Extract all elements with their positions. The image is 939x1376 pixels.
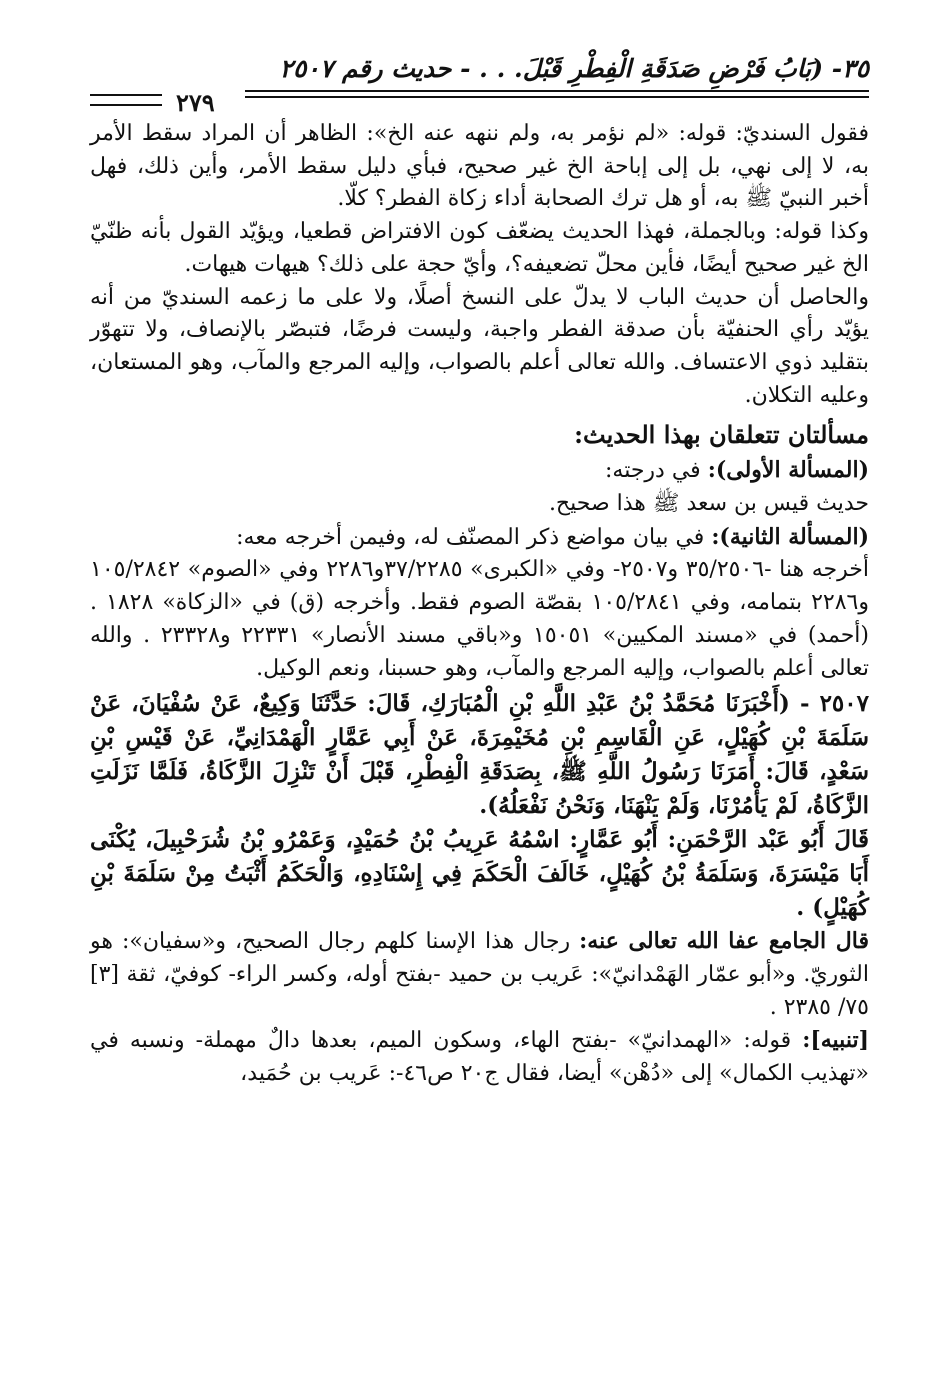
abu-abd-rahman-note: قَالَ أَبُو عَبْد الرَّحْمَنِ: أَبُو عَمَّارٍ: اسْمُهُ عَرِيبُ بْنُ حُمَيْدٍ، وَعَمْرُو بْنُ شُرَحْبِيلَ، يُكْنَى أَبَا مَيْسَرَةَ، وَسَلَمَةُ بْنُ كُهَيْلٍ، خَالَفَ الْحَكَمَ فِي إِسْنَادِهِ، وَالْحَكَمُ أَثْبَتُ مِنْ سَلَمَةَ بْنِ كُهَيْلٍ) . xyxy=(90,826,869,922)
page-body xyxy=(90,118,869,1336)
issue-one xyxy=(90,454,869,488)
tanbih-label: [تنبيه]: xyxy=(802,1027,869,1054)
tanbih-text: قوله: «الهمدانيّ» -بفتح الهاء، وسكون الميم، بعدها دالٌ مهملة- ونسبه في «تهذيب الكمال» إلى «دُهْن» أيضا، فقال ج٢٠ ص٤٦-: عَريب بن حُمَيد، xyxy=(90,1028,869,1087)
paragraph-sindi: فقول السنديّ: قوله: «لم نؤمر به، ولم ننهه عنه الخ»: الظاهر أن المراد سقط الأمر به، لا إلى نهي، بل إلى إباحة الخ غير صحيح، فبأي دليل سقط الأمر، وأين ذلك، فهل أخبر النبيّ ﷺ به، أو هل ترك الصحابة أداء زكاة الفطر؟ كلّا. xyxy=(90,121,869,212)
jami-comment xyxy=(90,925,869,1024)
issue-two-label: (المسألة الثانية): xyxy=(711,523,869,550)
jami-label: قال الجامع عفا الله تعالى عنه: xyxy=(579,928,869,955)
issue-two-text: في بيان مواضع ذكر المصنّف له، وفيمن أخرجه معه: xyxy=(236,524,712,550)
issue-two xyxy=(90,521,869,555)
chapter-title: ٣٥- (بَابُ فَرْضِ صَدَقَةِ الْفِطْرِ قَبْلَ. . . - حديث رقم ٢٥٠٧ xyxy=(279,54,869,83)
header-rule xyxy=(245,90,869,98)
tanbih-note xyxy=(90,1024,869,1090)
paragraph-likewise: وكذا قوله: وبالجملة، فهذا الحديث يضعّف كون الافتراض قطعيا، ويؤيّد القول بأنه ظنّيّ الخ غير صحيح أيضًا، فأين محلّ تضعيفه؟، وأيّ حجة على ذلك؟ هيهات هيهات. xyxy=(90,219,869,277)
page-number-rule xyxy=(90,94,162,106)
issue-two-body: أخرجه هنا -٣٥/٢٥٠٦ و٢٥٠٧- وفي «الكبرى» ٣٧/٢٢٨٥و٢٢٨٦ وفي «الصوم» ١٠٥/٢٨٤٢ و٢٢٨٦ بتمامه، وفي ١٠٥/٢٨٤١ بقصّة الصوم فقط. وأخرجه (ق) في «الزكاة» ١٨٢٨ . (أحمد) في «مسند المكيين» ١٥٠٥١ و«باقي مسند الأنصار» ٢٢٣٣١ و٢٣٣٢٨ . والله تعالى أعلم بالصواب، وإليه المرجع والمآب، وهو حسبنا، ونعم الوكيل. xyxy=(90,557,870,681)
issue-one-text: في درجته: xyxy=(604,458,708,484)
hadith-text: ٢٥٠٧ - (أَخْبَرَنَا مُحَمَّدُ بْنُ عَبْدِ اللَّهِ بْنِ الْمُبَارَكِ، قَالَ: حَدَّثَنَا وَكِيعٌ، عَنْ سُفْيَانَ، عَنْ سَلَمَةَ بْنِ كُهَيْلٍ، عَنِ الْقَاسِمِ بْنِ مُخَيْمِرَةَ، عَنْ أَبِي عَمَّارٍ الْهَمْدَانِيِّ، عَنْ قَيْسِ بْنِ سَعْدٍ، قَالَ: أَمَرَنَا رَسُولُ اللَّهِ ﷺ، بِصَدَقَةِ الْفِطْرِ، قَبْلَ أَنْ تَنْزِلَ الزَّكَاةُ، فَلَمَّا نَزَلَتِ الزَّكَاةُ، لَمْ يَأْمُرْنَا، وَلَمْ يَنْهَنَا، وَنَحْنُ نَفْعَلُهُ). xyxy=(90,690,869,820)
issue-one-label: (المسألة الأولى): xyxy=(707,457,869,484)
issue-one-body: حديث قيس بن سعد ﷺ هذا صحيح. xyxy=(548,491,869,517)
jami-text: رجال هذا الإسنا كلهم رجال الصحيح، و«سفيان»: هو الثوريّ. و«أبو عمّار الهَمْدانيّ»: عَريب بن حميد -بفتح أوله، وكسر الراء- كوفيّ، ثقة [٣] ٧٥/ ٢٣٨٥ . xyxy=(90,929,869,1020)
section-heading: مسألتان تتعلقان بهذا الحديث: xyxy=(574,420,869,450)
page-header xyxy=(90,48,869,117)
page-number: ٢٧٩ xyxy=(176,88,215,117)
paragraph-conclusion: والحاصل أن حديث الباب لا يدلّ على النسخ أصلًا، ولا على ما زعمه السنديّ من أنه يؤيّد رأي الحنفيّة بأن صدقة الفطر واجبة، وليست فرضًا، فتبصّر بالإنصاف، ولا تتهوّر بتقليد ذوي الاعتساف. والله تعالى أعلم بالصواب، وإليه المرجع والمآب، وهو المستعان، وعليه التكلان. xyxy=(90,284,869,408)
